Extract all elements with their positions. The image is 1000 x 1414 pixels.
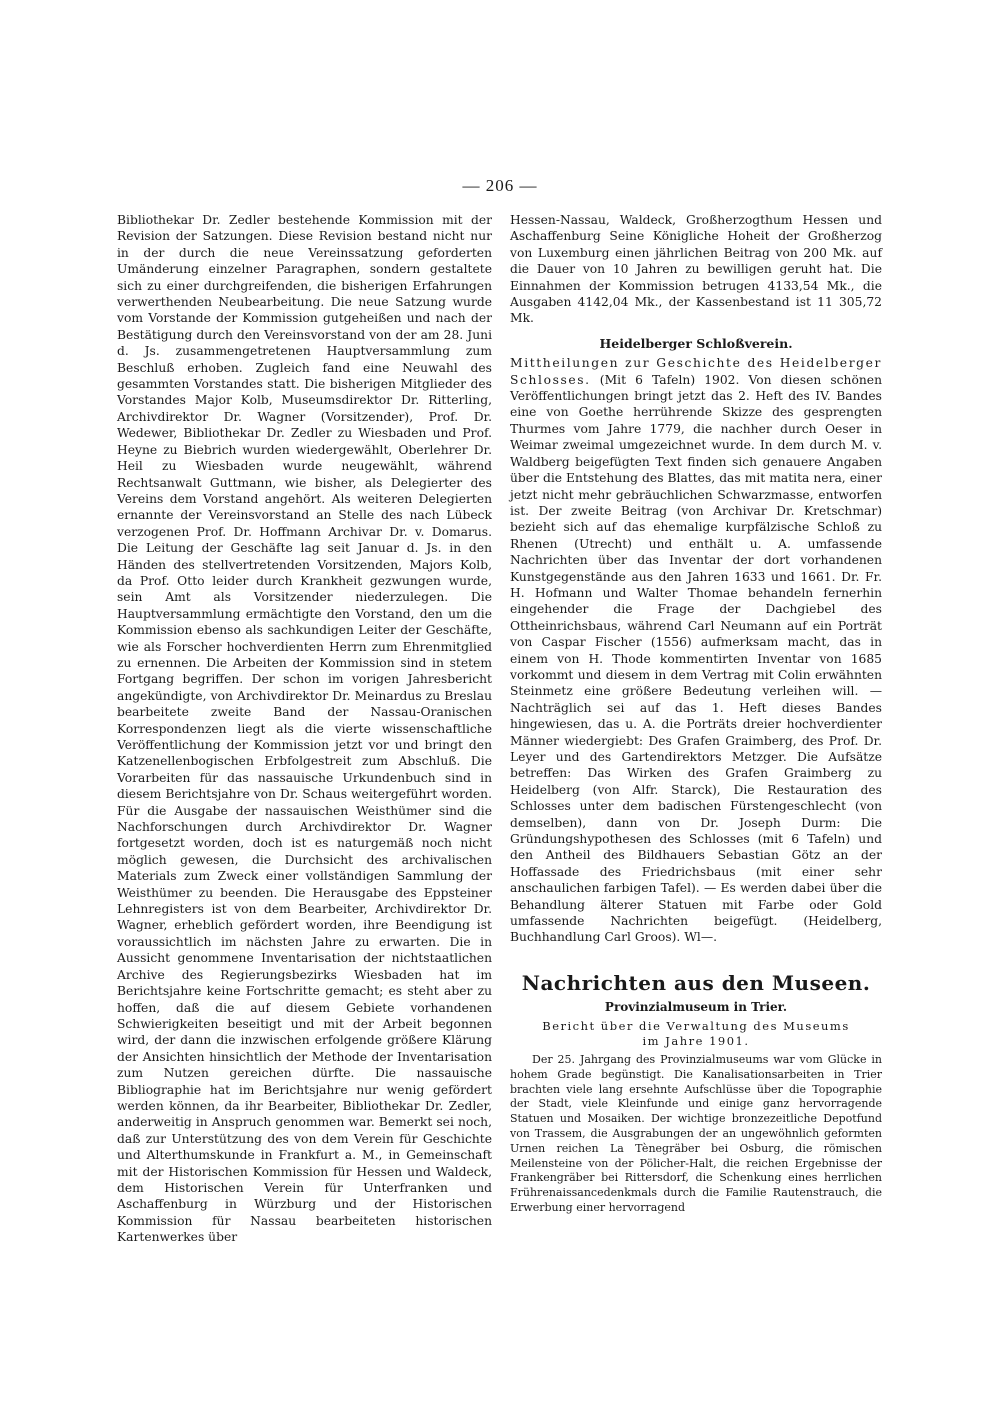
section-heading-schlossverein: Heidelberger Schloßverein. [599, 335, 793, 351]
museum-subheading: Provinzialmuseum in Trier. [604, 1000, 788, 1014]
museum-section-heading: Nachrichten aus den Museen. [521, 971, 871, 995]
publication-review: (Mit 6 Tafeln) 1902. Von diesen schönen Veröffentlichungen bringt jetzt das 2. Heft des IV. Bandes eine von Goethe herrührende Skizze des gesprengten Thurmes vom Jahre 1779, die nachher durch Oeser in Weimar zweimal umgezeichnet wurde. In dem durch M. v. Waldberg beigefügten Text finden sich genauere Angaben über die Entstehung des Blattes, das mit matita nera, einer jetzt nicht mehr gebräuchlichen Schwarzmasse, entworfen ist. Der zweite Beitrag (von Archivar Dr. Kretschmar) bezieht sich auf das ehemalige kurpfälzische Schloß zu Rhenen (Utrecht) und enthält u. A. umfassende Nachrichten über das Inventar der dort vorhandenen Kunstgegenstände aus den Jahren 1633 und 1661. Dr. Fr. H. Hofmann und Walter Thomae behandeln fernerhin eingehender die Frage der Dachgiebel des Ottheinrichsbaus, während Carl Neumann auf ein Porträt von Caspar Fischer (1556) aufmerksam macht, das in einem von H. Thode kommentirten Inventar von 1685 vorkommt und diesem in dem Vertrag mit Colin erwähnten Steinmetz eine größere Bedeutung verleihen will. — Nachträglich sei auf das 1. Heft dieses Bandes hingewiesen, das u. A. die Porträts dreier hochverdienter Männer wiedergiebt: Des Grafen Graimberg, des Prof. Dr. Leyer und des Gartendirektors Metzger. Die Aufsätze betreffen: Das Wirken des Grafen Graimberg zu Heidelberg (von Alfr. Starck), Die Restauration des Schlosses unter dem badischen Fürstengeschlecht (von demselben), dann von Dr. Joseph Durm: Die Gründungshypothesen des Schlosses (mit 6 Tafeln) und den Antheil des Bildhauers Sebastian Götz an der Hoffassade des Friedrichsbaus (mit einer sehr anschaulichen farbigen Tafel). — Es werden dabei über die Behandlung älterer Statuen mit Farbe oder Gold umfassende Nachrichten beigefügt. (Heidelberg, Buchhandlung Carl Groos). Wl—. [510, 372, 882, 945]
report-body: Der 25. Jahrgang des Provinzialmuseums war vom Glücke in hohem Grade begünstigt. Die Kanalisationsarbeiten in Trier brachten viele lang ersehnte Aufschlüsse über die Topographie der Stadt, viele Kleinfunde und einige ganz hervorragende Statuen und Mosaiken. Der wichtige bronzezeitliche Depotfund von Trassem, die Ausgrabungen der an ungewöhnlich geformten Urnen reichen La Tènegräber bei Osburg, die römischen Meilensteine von der Pölicher-Halt, die reichen Ergebnisse der Frankengräber bei Rittersdorf, die Schenkung eines herrlichen Frührenaissancedenkmals durch die Familie Rautenstrauch, die Erwerbung einer hervorragend [510, 1053, 882, 1214]
right-column-paragraph-1: Hessen-Nassau, Waldeck, Großherzogthum Hessen und Aschaffenburg Seine Königliche Hoheit der Großherzog von Luxemburg einen jährlichen Beitrag von 200 Mk. auf die Dauer von 10 Jahren zu bewilligen geruht hat. Die Einnahmen der Kommission betrugen 4133,54 Mk., die Ausgaben 4142,04 Mk., der Kassenbestand ist 11 305,72 Mk. [510, 213, 882, 326]
report-title-line-1: Bericht über die Verwaltung des Museums [542, 1019, 850, 1033]
page-number: — 206 — [462, 176, 538, 195]
right-column [510, 212, 882, 946]
left-column-paragraph: Bibliothekar Dr. Zedler bestehende Kommission mit der Revision der Satzungen. Diese Revision bestand nicht nur in der durch die neue Vereinssatzung geforderten Umänderung einzelner Paragraphen, sondern gestaltete sich zu einer durchgreifenden, die bisherigen Erfahrungen verwerthenden Neubearbeitung. Die neue Satzung wurde vom Vorstande der Kommission gutgeheißen und nach der Bestätigung durch den Vereinsvorstand von der am 28. Juni d. Js. zusammengetretenen Hauptversammlung zum Beschluß erhoben. Zugleich fand eine Neuwahl des gesammten Vorstandes statt. Die bisherigen Mitglieder des Vorstandes Major Kolb, Museumsdirektor Dr. Ritterling, Archivdirektor Dr. Wagner (Vorsitzender), Prof. Dr. Wedewer, Bibliothekar Dr. Zedler zu Wiesbaden und Prof. Heyne zu Biebrich wurden wiedergewählt, Oberlehrer Dr. Heil zu Wiesbaden wurde neugewählt, während Rechtsanwalt Guttmann, wie bisher, als Delegierter des Vereins dem Vorstand angehört. Als weiteren Delegierten ernannte der Vereinsvorstand an Stelle des nach Lübeck verzogenen Prof. Dr. Hoffmann Archivar Dr. v. Domarus. Die Leitung der Geschäfte lag seit Januar d. Js. in den Händen des stellvertretenden Vorsitzenden, Majors Kolb, da Prof. Otto leider durch Krankheit gezwungen wurde, sein Amt als Vorsitzender niederzulegen. Die Hauptversammlung ermächtigte den Vorstand, den um die Kommission ebenso als sachkundigen Leiter der Geschäfte, wie als Forscher hochverdienten Herrn zum Ehrenmitglied zu ernennen. Die Arbeiten der Kommission sind in stetem Fortgang begriffen. Der schon im vorigen Jahresbericht angekündigte, von Archivdirektor Dr. Meinardus zu Breslau bearbeitete zweite Band der Nassau-Oranischen Korrespondenzen liegt als die vierte wissenschaftliche Veröffentlichung der Kommission jetzt vor und bringt den Katzenellenbogischen Erbfolgestreit zum Abschluß. Die Vorarbeiten für das nassauische Urkundenbuch sind in diesem Berichtsjahre von Dr. Schaus weitergeführt worden. Für die Ausgabe der nassauischen Weisthümer sind die Nachforschungen durch Archivdirektor Dr. Wagner fortgesetzt worden, doch ist es naturgemäß noch nicht möglich gewesen, die Durchsicht des archivalischen Materials zum Zweck einer vollständigen Sammlung der Weisthümer zu beenden. Die Herausgabe des Eppsteiner Lehnregisters ist von dem Bearbeiter, Archivdirektor Dr. Wagner, erheblich gefördert worden, ihre Beendigung ist voraussichtlich im nächsten Jahre zu erwarten. Die in Aussicht genommene Inventarisation der nichtstaatlichen Archive des Regierungsbezirks Wiesbaden hat im Berichtsjahre keine Fortschritte gemacht; es steht aber zu hoffen, daß die auf diesem Gebiete vorhandenen Schwierigkeiten beseitigt und mit der Arbeit begonnen wird, der dann die inzwischen erfolgende größere Klärung der Ansichten hinsichtlich der Methode der Inventarisation zum Nutzen gereichen dürfte. Die nassauische Bibliographie hat im Berichtsjahre nur wenig gefördert werden können, da ihr Bearbeiter, Bibliothekar Dr. Zedler, anderweitig in Anspruch genommen war. Bemerkt sei noch, daß zur Unterstützung des von dem Verein für Geschichte und Alterthumskunde in Frankfurt a. M., in Gemeinschaft mit der Historischen Kommission für Hessen und Waldeck, dem Historischen Verein für Unterfranken und Aschaffenburg in Würzburg und der Historischen Kommission für Nassau bearbeiteten historischen Kartenwerkes über [117, 213, 492, 1245]
publication-title: Mittheilungen zur Geschichte des Heidelberger Schlosses. [510, 356, 882, 387]
report-title [510, 1019, 882, 1049]
report-title-line-2: im Jahre 1901. [642, 1034, 750, 1048]
left-column [117, 212, 492, 1246]
right-column-paragraph-2 [510, 355, 882, 946]
